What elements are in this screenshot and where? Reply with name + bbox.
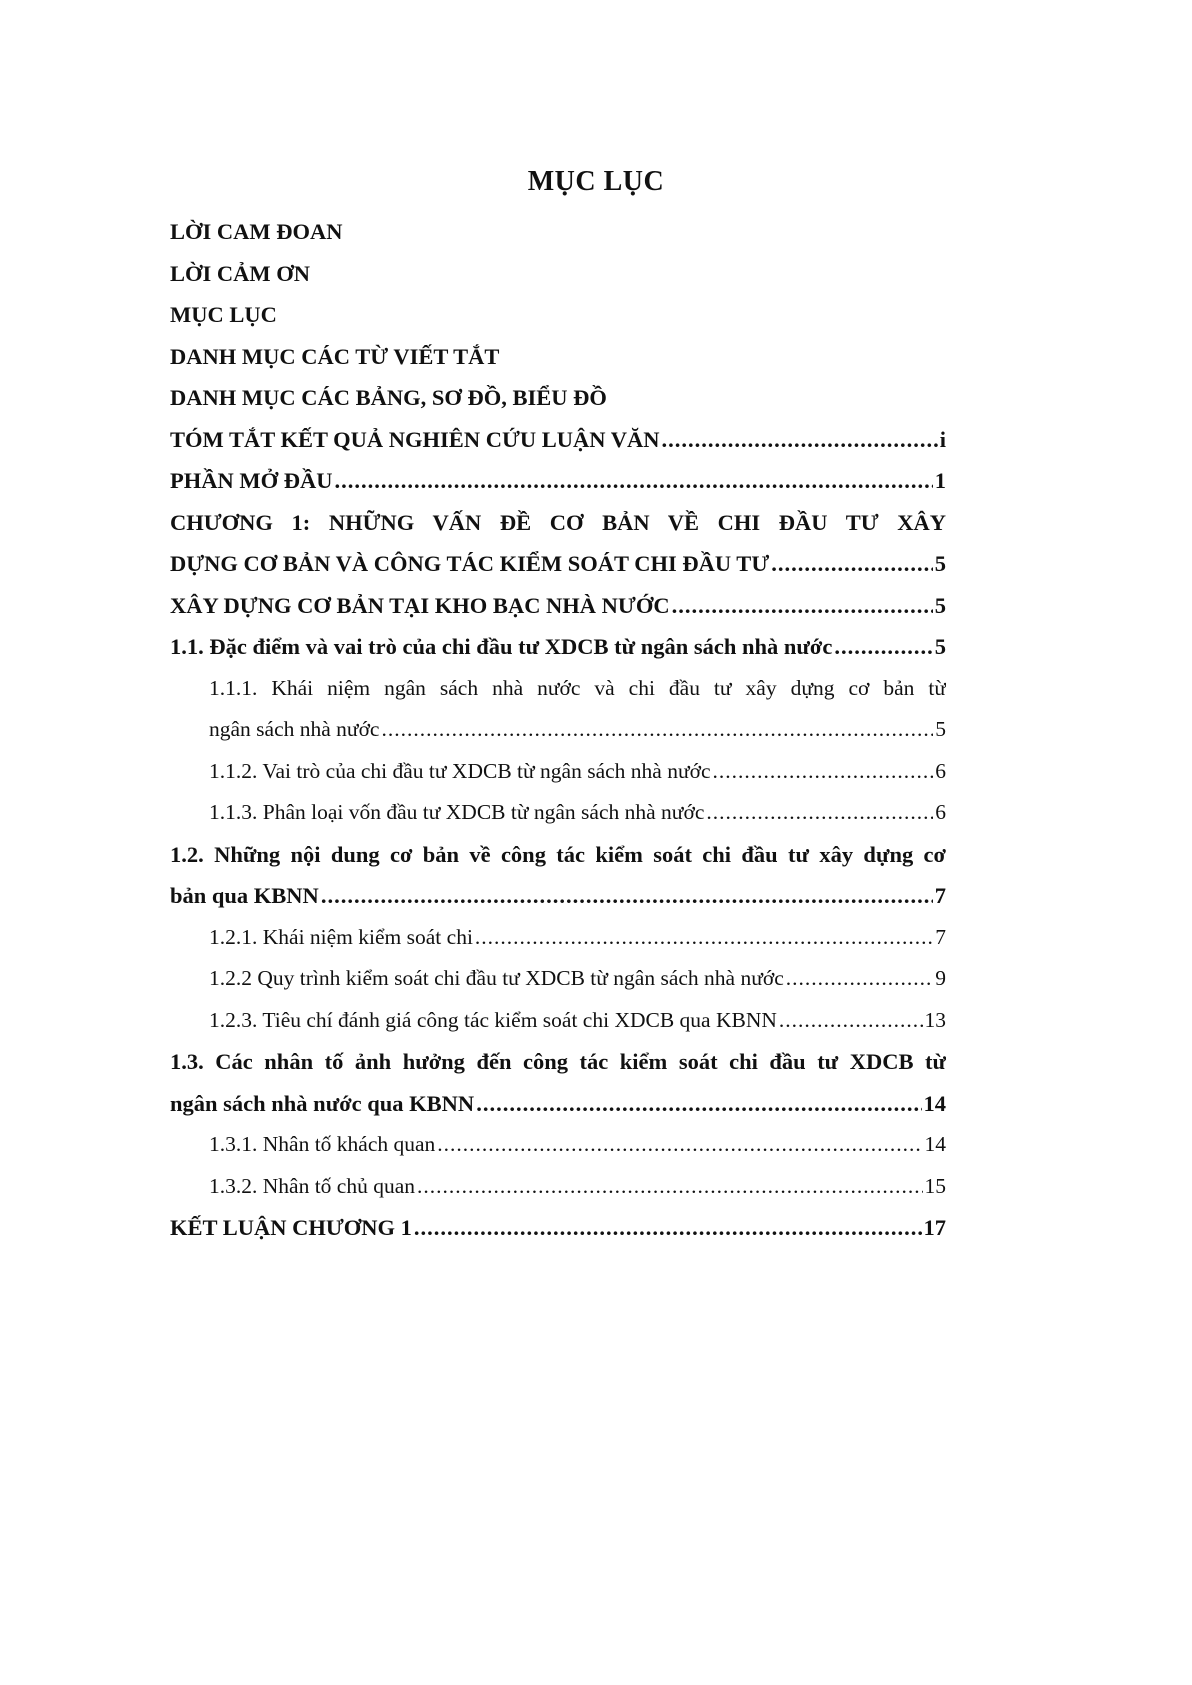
toc-page-number: 5 <box>934 551 946 576</box>
toc-entry-section-1-2-1[interactable] <box>170 917 946 959</box>
toc-entry-text: ngân sách nhà nước <box>209 717 380 741</box>
dot-leader <box>475 917 933 959</box>
toc-entry-text: 1.2.3. Tiêu chí đánh giá công tác kiểm soát chi XDCB qua KBNN <box>209 1007 777 1032</box>
toc-page-number: i <box>939 426 946 452</box>
toc-entry-section-1-1-1-line-2[interactable] <box>170 709 946 751</box>
toc-entry-loi-cam-on[interactable] <box>170 253 946 295</box>
dot-leader <box>381 709 933 751</box>
toc-entry-text: 1.1.3. Phân loại vốn đầu tư XDCB từ ngân sách nhà nước <box>209 800 705 824</box>
toc-entry-text: 1.3.1. Nhân tố khách quan <box>209 1132 436 1156</box>
toc-entry-text: bản qua KBNN <box>170 883 319 908</box>
dot-leader <box>414 1207 922 1249</box>
toc-entry-text: 1.2.1. Khái niệm kiểm soát chi <box>209 924 473 949</box>
toc-page-number: 17 <box>923 1215 946 1240</box>
toc-entry-tom-tat[interactable] <box>170 419 946 461</box>
toc-page-number: 1 <box>934 468 946 493</box>
toc-entry-danh-muc-bang-bieu[interactable] <box>170 377 946 419</box>
toc-entry-section-1-2-3[interactable] <box>170 1000 946 1042</box>
toc-entry-text: LỜI CAM ĐOAN <box>170 219 343 244</box>
toc-page-number: 13 <box>924 1007 946 1032</box>
toc-entry-text: 1.3.2. Nhân tố chủ quan <box>209 1173 416 1198</box>
toc-entry-section-1-1-1-line-1[interactable] <box>170 668 946 710</box>
toc-entry-danh-muc-tu-viet-tat[interactable] <box>170 336 946 378</box>
toc-entry-muc-luc[interactable] <box>170 294 946 336</box>
dot-leader <box>672 585 933 627</box>
toc-entry-text: 1.2. Những nội dung cơ bản về công tác kiểm soát chi đầu tư xây dựng cơ <box>170 841 946 867</box>
toc-entry-chuong-1-line-2[interactable] <box>170 543 946 585</box>
toc-entry-text: KẾT LUẬN CHƯƠNG 1 <box>170 1215 412 1240</box>
dot-leader <box>834 626 932 668</box>
toc-entry-text: DỰNG CƠ BẢN VÀ CÔNG TÁC KIỂM SOÁT CHI ĐẦU TƯ <box>170 551 770 576</box>
toc-entry-text: TÓM TẮT KẾT QUẢ NGHIÊN CỨU LUẬN VĂN <box>170 426 660 452</box>
dot-leader <box>713 751 934 793</box>
toc-entry-section-1-1[interactable] <box>170 626 946 668</box>
toc-page-number: 5 <box>934 592 946 618</box>
toc-entry-text: 1.2.2 Quy trình kiểm soát chi đầu tư XDCB từ ngân sách nhà nước <box>209 966 784 990</box>
toc-entry-loi-cam-doan[interactable] <box>170 211 946 253</box>
toc-page-number: 7 <box>935 924 946 949</box>
toc-entry-chuong-1-line-3[interactable] <box>170 585 946 627</box>
toc-page-number: 6 <box>935 800 946 824</box>
toc-entry-text: LỜI CẢM ƠN <box>170 260 310 286</box>
dot-leader <box>334 460 932 502</box>
toc-entry-text: 1.3. Các nhân tố ảnh hưởng đến công tác kiểm soát chi đầu tư XDCB từ <box>170 1049 946 1074</box>
toc-entry-section-1-2-line-1[interactable] <box>170 834 946 876</box>
toc-entry-section-1-3-1[interactable] <box>170 1124 946 1166</box>
toc-page-number: 15 <box>924 1173 946 1198</box>
toc-page-number: 14 <box>923 1090 946 1116</box>
toc-entry-phan-mo-dau[interactable] <box>170 460 946 502</box>
toc-entry-ket-luan-chuong-1[interactable] <box>170 1207 946 1249</box>
toc-entry-section-1-3-line-1[interactable] <box>170 1041 946 1083</box>
toc-entry-text: ngân sách nhà nước qua KBNN <box>170 1090 475 1116</box>
toc-entry-section-1-3-line-2[interactable] <box>170 1083 946 1125</box>
toc-entry-text: 1.1.1. Khái niệm ngân sách nhà nước và chi đầu tư xây dựng cơ bản từ <box>209 675 946 700</box>
toc-page-number: 5 <box>935 717 946 741</box>
dot-leader <box>779 1000 923 1042</box>
toc-entry-text: XÂY DỰNG CƠ BẢN TẠI KHO BẠC NHÀ NƯỚC <box>170 592 670 618</box>
toc-entry-chuong-1-line-1[interactable] <box>170 502 946 544</box>
toc-entry-text: MỤC LỤC <box>170 302 277 327</box>
toc-entry-text: PHẦN MỞ ĐẦU <box>170 468 333 493</box>
toc-entry-section-1-1-3[interactable] <box>170 792 946 834</box>
toc-entry-text: DANH MỤC CÁC TỪ VIẾT TẮT <box>170 343 500 369</box>
dot-leader <box>437 1124 922 1166</box>
dot-leader <box>771 543 933 585</box>
toc-entry-section-1-2-line-2[interactable] <box>170 875 946 917</box>
toc-entry-section-1-1-2[interactable] <box>170 751 946 793</box>
page-title: MỤC LỤC <box>527 166 665 197</box>
toc-entry-text: CHƯƠNG 1: NHỮNG VẤN ĐỀ CƠ BẢN VỀ CHI ĐẦU TƯ XÂY <box>170 509 946 535</box>
dot-leader <box>661 419 937 461</box>
toc-entry-text: 1.1.2. Vai trò của chi đầu tư XDCB từ ngân sách nhà nước <box>209 758 711 783</box>
toc-page-number: 9 <box>935 966 946 990</box>
toc-entry-text: 1.1. Đặc điểm và vai trò của chi đầu tư XDCB từ ngân sách nhà nước <box>170 634 833 659</box>
dot-leader <box>321 875 933 917</box>
toc-entry-section-1-3-2[interactable] <box>170 1166 946 1208</box>
dot-leader <box>417 1166 922 1208</box>
toc-page-number: 14 <box>924 1132 946 1156</box>
toc-page-number: 7 <box>934 883 946 908</box>
toc-entry-section-1-2-2[interactable] <box>170 958 946 1000</box>
table-of-contents <box>170 211 946 1249</box>
toc-page-number: 5 <box>934 634 946 659</box>
toc-page-number: 6 <box>935 758 946 783</box>
dot-leader <box>476 1083 921 1125</box>
dot-leader <box>786 958 933 1000</box>
toc-entry-text: DANH MỤC CÁC BẢNG, SƠ ĐỒ, BIỂU ĐỒ <box>170 385 607 410</box>
dot-leader <box>706 792 933 834</box>
